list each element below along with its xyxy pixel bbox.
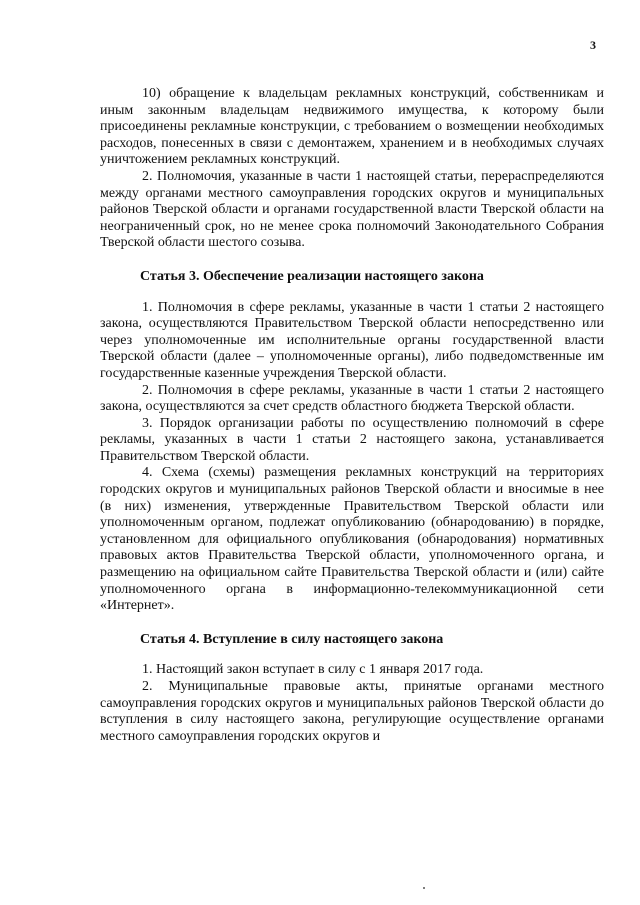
article-3-paragraph-1: 1. Полномочия в сфере рекламы, указанные в части 1 статьи 2 настоящего закона, осуществляются Правительством Тверской области непосредственно или через уполномоченные им исполнительные органы государственной власти Тверской области (далее – уполномоченные органы), либо подведомственные им государственные казенные учреждения Тверской области. <box>100 299 604 381</box>
article-3-heading: Статья 3. Обеспечение реализации настоящего закона <box>140 268 484 284</box>
article-3-paragraph-2: 2. Полномочия в сфере рекламы, указанные в части 1 статьи 2 настоящего закона, осуществляются за счет средств областного бюджета Тверской области. <box>100 382 604 415</box>
document-body <box>100 86 604 745</box>
paragraph-part-2: 2. Полномочия, указанные в части 1 настоящей статьи, перераспределяются между органами местного самоуправления городских округов и муниципальных районов Тверской области и органами государственной власти Тверской области на неограниченный срок, но не менее срока полномочий Законодательного Собрания Тверской области шестого созыва. <box>100 168 604 251</box>
article-3-paragraph-3: 3. Порядок организации работы по осуществлению полномочий в сфере рекламы, указанных в части 1 статьи 2 настоящего закона, устанавливается Правительством Тверской области. <box>100 415 604 464</box>
article-4-heading: Статья 4. Вступление в силу настоящего закона <box>140 631 444 647</box>
page-number: 3 <box>590 38 596 52</box>
scan-speck <box>423 887 425 889</box>
article-4-paragraph-1: 1. Настоящий закон вступает в силу с 1 января 2017 года. <box>142 662 484 678</box>
article-4-paragraph-2: 2. Муниципальные правовые акты, принятые органами местного самоуправления городских округов и муниципальных районов Тверской области до вступления в силу настоящего закона, регулирующие осуществление органами местного самоуправления городских округов и <box>100 679 604 744</box>
paragraph-item-10: 10) обращение к владельцам рекламных конструкций, собственникам и иным законным владельцам недвижимого имущества, к которому были присоединены рекламные конструкции, с требованием о возмещении необходимых расходов, понесенных в связи с демонтажем, хранением и в необходимых случаях уничтожением рекламных конструкций. <box>100 86 604 168</box>
article-3-paragraph-4: 4. Схема (схемы) размещения рекламных конструкций на территориях городских округов и муниципальных районов Тверской области и вносимые в нее (в них) изменения, утвержденные Правительством Тверской области или уполномоченным органом, подлежат опубликованию (обнародованию) в порядке, установленном для официального опубликования (обнародования) нормативных правовых актов Правительства Тверской области, уполномоченного органа, и размещению на официальном сайте Правительства Тверской области и (или) сайте уполномоченного органа в информационно-телекоммуникационной сети «Интернет». <box>100 465 604 614</box>
